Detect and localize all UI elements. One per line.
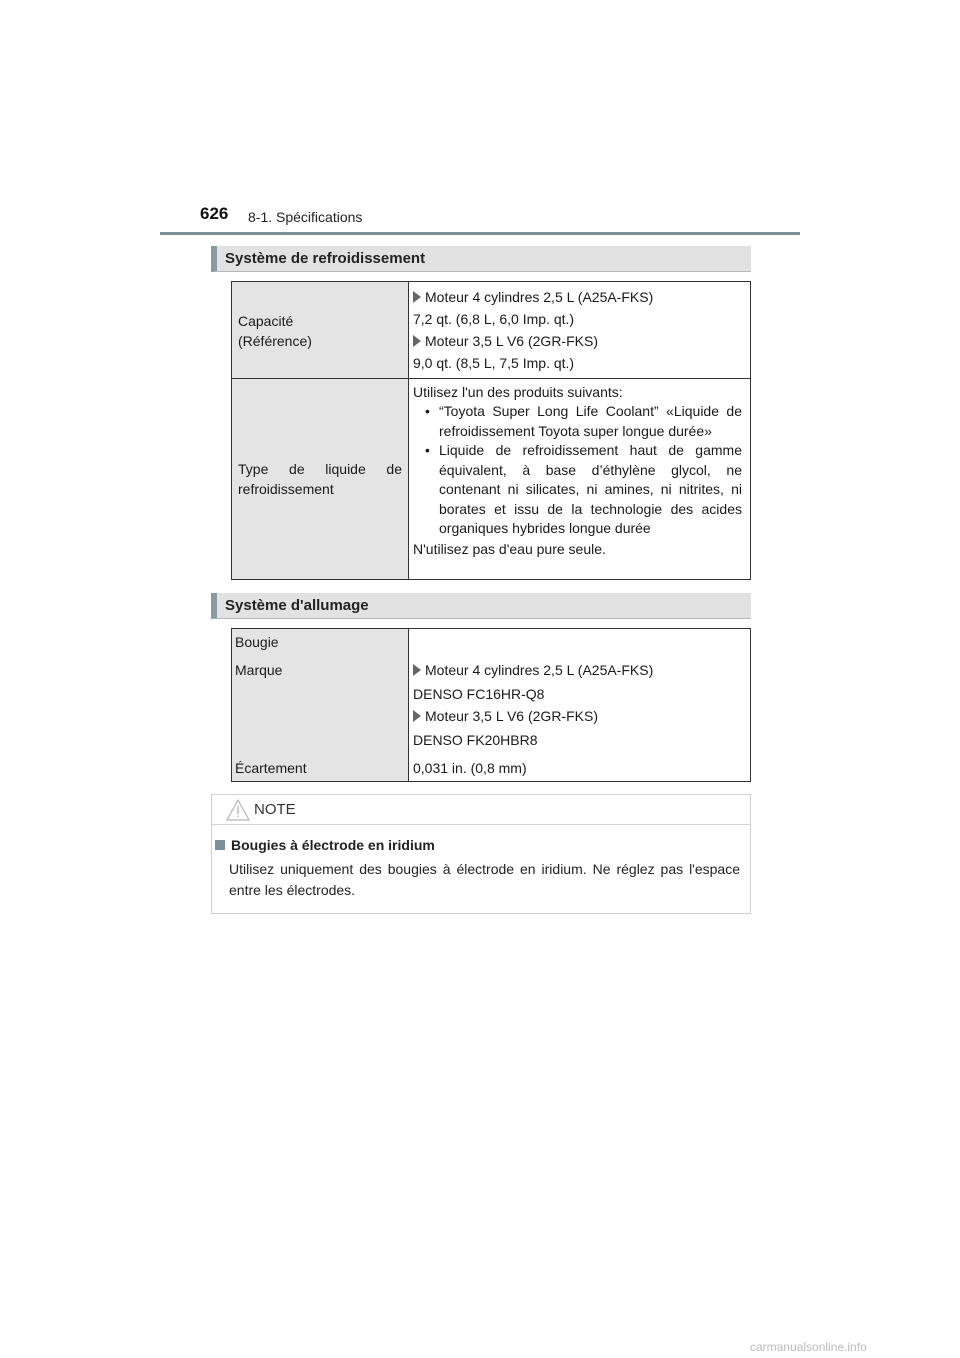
note-subtitle-text: Bougies à électrode en iridium [231, 837, 435, 853]
coolant-intro: Utilisez l'un des produits suivants: [413, 384, 623, 400]
square-bullet-icon [215, 840, 225, 850]
ignition-section-title: Système d'allumage [225, 597, 369, 614]
table-row [232, 629, 751, 782]
cooling-spec-table [231, 281, 751, 580]
coolant-item-2: Liquide de refroidissement haut de gamme équivalent, à base d’éthylène glycol, ne contenant ni silicates, ni amines, ni nitrites, ni borates et issu de la technologie des acides organiques hybrides longue durée [439, 442, 742, 536]
table-row [232, 379, 751, 580]
brand-label: Marque [235, 662, 283, 678]
capacity-label: Capacité [238, 313, 294, 329]
watermark: carmanualsonline.info [750, 1340, 867, 1354]
page-number: 626 [200, 204, 229, 223]
chapter-title: 8-1. Spécifications [248, 209, 363, 225]
coolant-label-cell [232, 379, 409, 580]
coolant-list [413, 402, 742, 539]
triangle-bullet-icon [413, 291, 421, 303]
gap-value: 0,031 in. (0,8 mm) [413, 760, 527, 776]
ignition-section-heading [211, 593, 751, 619]
ignition-label-cell [232, 629, 409, 782]
table-row [232, 282, 751, 379]
coolant-type-label: Type de liquide de refroidissement [238, 461, 402, 497]
ignition-engine-2: Moteur 3,5 L V6 (2GR-FKS) [425, 708, 598, 724]
coolant-footer: N'utilisez pas d'eau pure seule. [413, 540, 606, 557]
coolant-item-1: “Toyota Super Long Life Coolant” «Liquide de refroidissement Toyota super longue durée» [439, 403, 742, 439]
capacity-engine-1: Moteur 4 cylindres 2,5 L (A25A-FKS) [425, 289, 654, 305]
triangle-bullet-icon [413, 335, 421, 347]
list-item [413, 441, 742, 539]
warning-triangle-icon [226, 799, 250, 821]
note-header [212, 795, 750, 825]
gap-label: Écartement [235, 760, 307, 776]
ignition-value-cell [409, 629, 751, 782]
header-rule [160, 232, 800, 235]
capacity-engine-2: Moteur 3,5 L V6 (2GR-FKS) [425, 333, 598, 349]
ignition-value-1: DENSO FC16HR-Q8 [413, 686, 545, 702]
bullet-dot: • [425, 403, 430, 419]
note-box [211, 794, 751, 914]
capacity-value-2: 9,0 qt. (8,5 L, 7,5 Imp. qt.) [413, 355, 575, 371]
triangle-bullet-icon [413, 664, 421, 676]
note-title: NOTE [254, 801, 296, 818]
ignition-engine-1: Moteur 4 cylindres 2,5 L (A25A-FKS) [425, 662, 654, 678]
triangle-bullet-icon [413, 710, 421, 722]
spark-plug-label: Bougie [235, 634, 279, 650]
capacity-value-cell [409, 282, 751, 379]
cooling-section-heading [211, 246, 751, 272]
bullet-dot: • [425, 442, 430, 458]
coolant-value-cell [409, 379, 751, 580]
cooling-section-title: Système de refroidissement [225, 250, 426, 267]
note-body: Utilisez uniquement des bougies à électrode en iridium. Ne réglez pas l'espace entre les électrodes. [229, 861, 740, 898]
capacity-value-1: 7,2 qt. (6,8 L, 6,0 Imp. qt.) [413, 311, 575, 327]
capacity-label-cell [232, 282, 409, 379]
note-subtitle [215, 837, 435, 853]
ignition-spec-table [231, 628, 751, 782]
capacity-label-reference: (Référence) [238, 333, 312, 349]
ignition-value-2: DENSO FK20HBR8 [413, 732, 538, 748]
list-item [413, 402, 742, 441]
